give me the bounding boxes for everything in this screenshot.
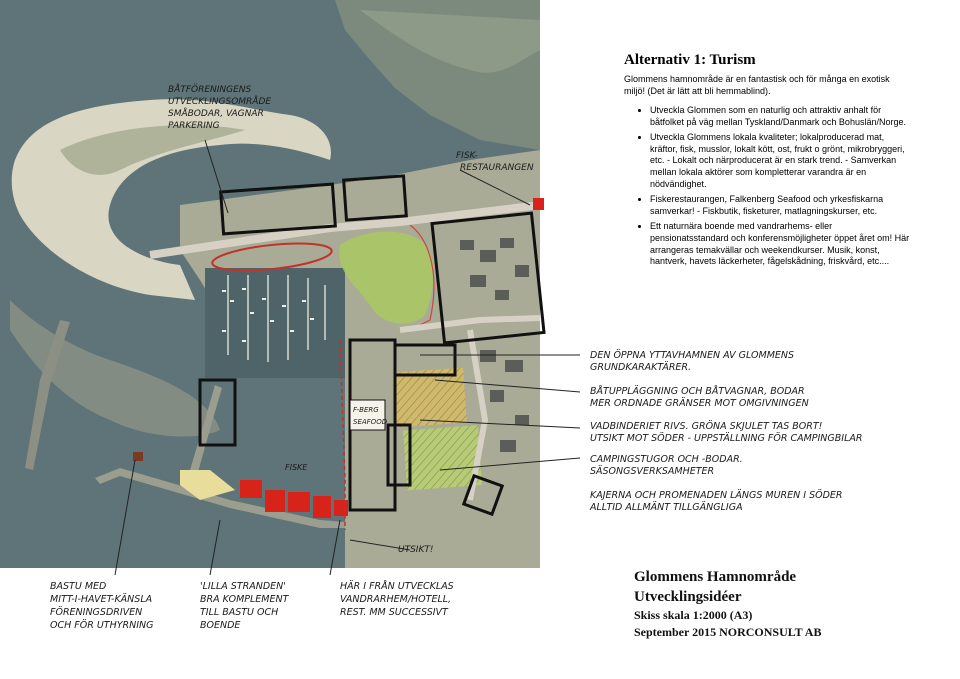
note-quays (590, 490, 843, 514)
label-batforening-1: BÅTFÖRENINGENS (168, 85, 252, 95)
note-line: BOENDE (200, 620, 241, 631)
note-line: CAMPINGSTUGOR OCH -BODAR. (590, 454, 743, 465)
bullet-item: • Utveckla Glommens lokala kvaliteter; lokalproducerad mat, kräftor, fisk, musslor, lokalt kött, ost, frukt o grönt, mikrobryggeri, etc. - Lokalt och närproducerat är en stark trend. - Samverkan mellan lokala aktörer som kompletterar varandra är en nödvändighet. (650, 132, 910, 190)
note-line: REST. MM SUCCESSIVT (340, 607, 448, 618)
note-vadbinderiet (590, 421, 863, 445)
label-utsikt: UTSIKT! (398, 545, 434, 555)
note-line: BASTU MED (50, 581, 107, 592)
sauna-building (133, 452, 143, 461)
restaurant-marker (533, 198, 544, 210)
note-line: UTSIKT MOT SÖDER - UPPSTÄLLNING FÖR CAMPINGBILAR (590, 433, 863, 444)
note-vandrarhem (340, 580, 454, 619)
note-line: VADBINDERIET RIVS. GRÖNA SKJULET TAS BORT! (590, 421, 823, 432)
note-line: MER ORDNADE GRÄNSER MOT OMGIVNINGEN (590, 398, 809, 409)
note-line: SÄSONGSVERKSAMHETER (590, 466, 715, 477)
label-seafood-2: SEAFOOD (353, 418, 388, 426)
label-batforening-4: PARKERING (168, 121, 220, 131)
label-fiskrestaurang-1: FISK- (456, 151, 478, 161)
label-fiskrestaurang-2: RESTAURANGEN (460, 163, 534, 173)
bullet-item: • Ett naturnära boende med vandrarhems- eller pensionatsstandard och konferensmöjligheter öppet året om! Här arrangeras temakvällar och weekendkurser. Musik, konst, hantverk, havets läckerheter, fågelskådning, friskvård, etc.... (650, 221, 910, 267)
title-line-2: Utvecklingsidéer (634, 589, 742, 605)
note-line: VANDRARHEM/HOTELL, (340, 594, 452, 605)
yellow-hatched-area (393, 368, 467, 428)
title-line-4: September 2015 NORCONSULT AB (634, 625, 822, 639)
note-line: KAJERNA OCH PROMENADEN LÄNGS MUREN I SÖDER (590, 490, 843, 501)
note-bastu (50, 580, 154, 632)
title-line-3: Skiss skala 1:2000 (A3) (634, 608, 753, 622)
green-hatched-area (403, 425, 482, 490)
note-camping (590, 454, 743, 478)
description-panel (624, 52, 910, 272)
title-block (634, 567, 821, 641)
note-line: MITT-I-HAVET-KÄNSLA (50, 594, 153, 605)
note-line: HÄR I FRÅN UTVECKLAS (340, 581, 454, 592)
note-line: ALLTID ALLMÄNT TILLGÄNGLIGA (590, 502, 743, 513)
note-line: FÖRENINGSDRIVEN (50, 607, 143, 618)
note-line: GRUNDKARAKTÄRER. (590, 362, 692, 373)
harbour-basin (205, 268, 345, 378)
label-fiske: FISKE (285, 463, 308, 472)
note-boat-storage (590, 386, 809, 410)
bullet-item: • Fiskerestaurangen, Falkenberg Seafood och yrkesfiskarna samverkar! - Fiskbutik, fisketurer, matlagningskurser, etc. (650, 194, 910, 217)
note-line: OCH FÖR UTHYRNING (50, 620, 154, 631)
bullet-list (624, 105, 910, 268)
note-line: DEN ÖPPNA YTTAVHAMNEN AV GLOMMENS (590, 350, 795, 361)
note-line: BRA KOMPLEMENT (200, 594, 289, 605)
title-line-1: Glommens Hamnområde (634, 569, 797, 585)
note-line: BÅTUPPLÄGGNING OCH BÅTVAGNAR, BODAR (590, 386, 805, 397)
note-line: TILL BASTU OCH (200, 607, 279, 618)
panel-intro: Glommens hamnområde är en fantastisk och för många en exotisk miljö! (Det är lätt att bli hemmablind). (624, 74, 890, 96)
note-lilla-stranden (200, 580, 288, 632)
label-batforening-3: SMÅBODAR, VAGNAR (168, 109, 264, 119)
note-line: 'LILLA STRANDEN' (200, 581, 286, 592)
label-seafood-1: F-BERG (353, 406, 379, 414)
label-batforening-2: UTVECKLINGSOMRÅDE (168, 97, 272, 107)
note-open-harbour (590, 350, 794, 374)
bullet-item: • Utveckla Glommen som en naturlig och attraktiv anhalt för båtfolket på väg mellan Tyskland/Danmark och Bohuslän/Norge. (650, 105, 910, 128)
panel-title: Alternativ 1: Turism (624, 52, 756, 68)
